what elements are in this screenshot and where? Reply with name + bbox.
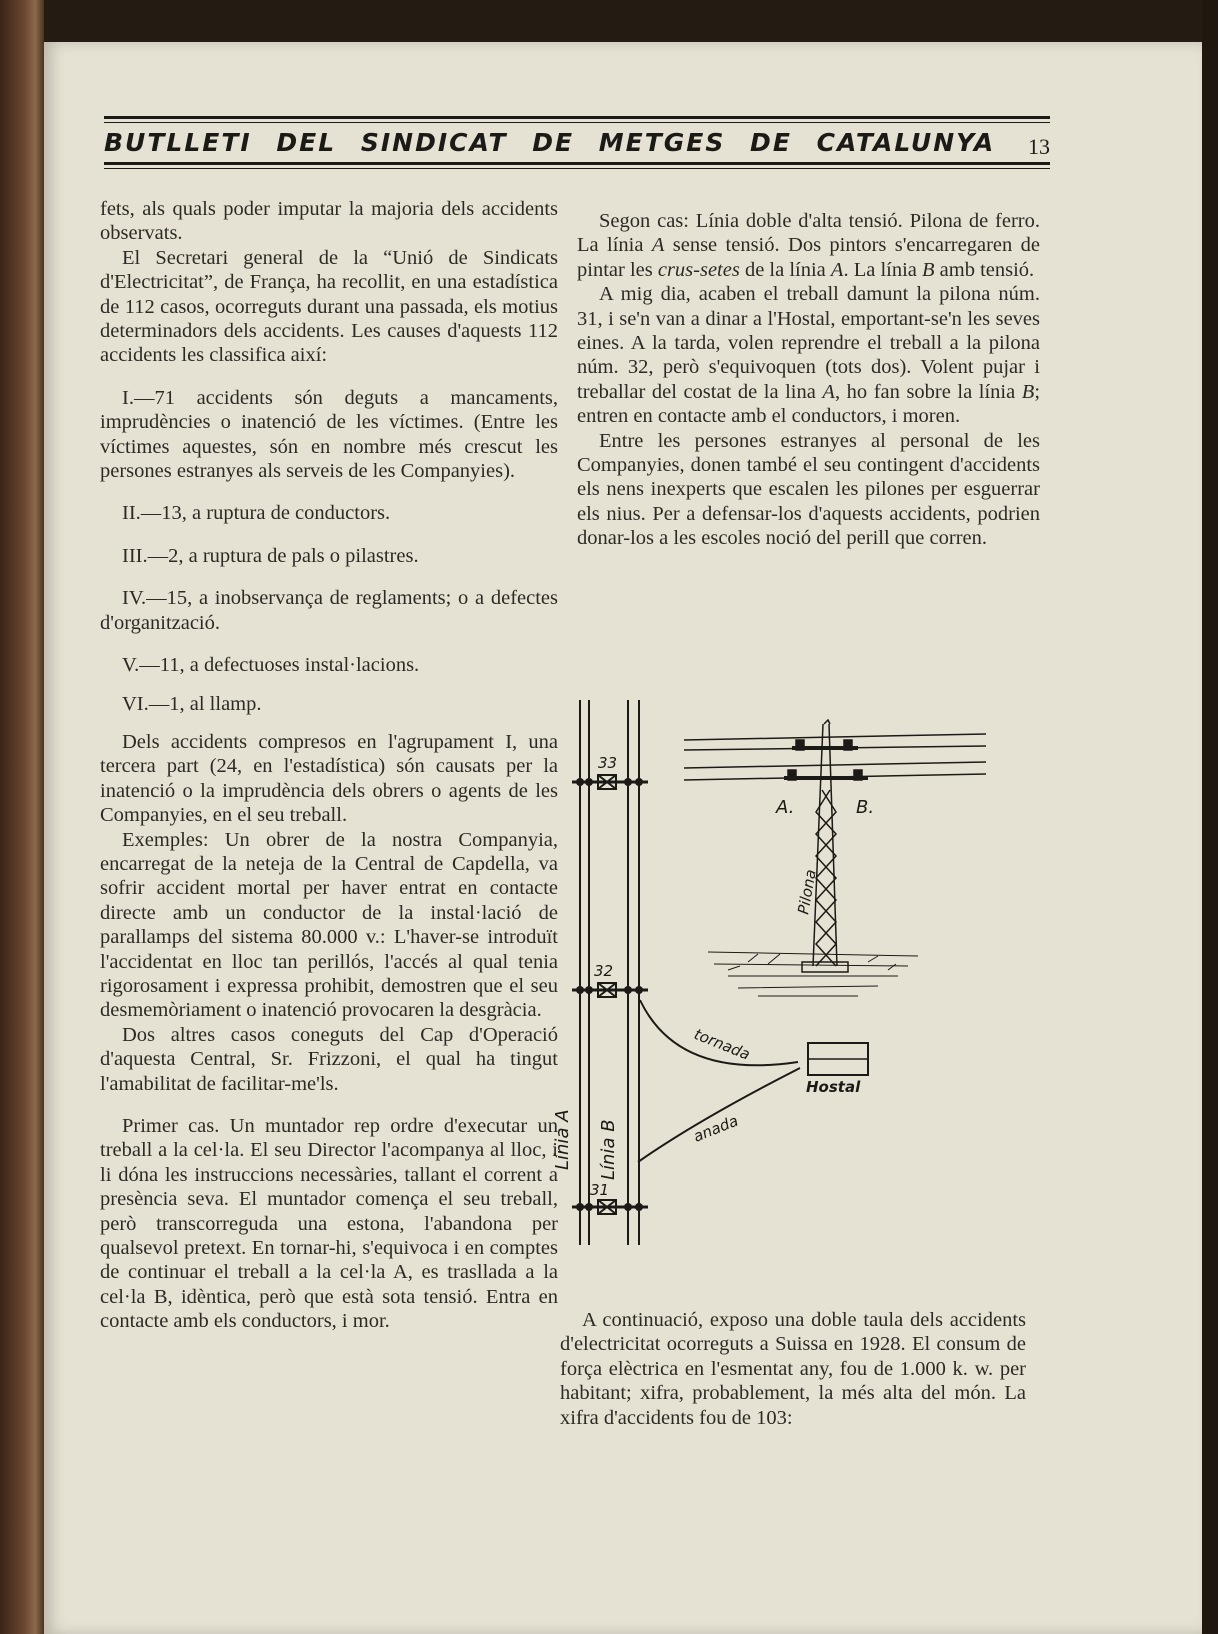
line-ref: A <box>822 380 835 403</box>
hostal-label: Hostal <box>806 1078 861 1096</box>
list-item: I.—71 accidents són deguts a mancaments, imprudències o inatenció de les víctimes. (Entre les víctimes aquestes, són en nombre més crescut les persones estranyes als serveis de les Companyies). <box>100 386 558 483</box>
anada-label: anada <box>690 1111 741 1146</box>
list-item: V.—11, a defectuoses instal·lacions. <box>122 654 420 677</box>
journal-title: BUTLLETI DEL SINDICAT DE METGES DE CATALUNYA <box>104 128 996 157</box>
list-item: III.—2, a ruptura de pals o pilastres. <box>122 544 419 567</box>
header-rule <box>104 162 1050 165</box>
line-ref: A <box>651 234 665 257</box>
book-spine <box>0 0 44 1634</box>
pylon-32-label: 32 <box>594 962 614 980</box>
line-ref: B <box>1021 380 1035 403</box>
header-rule <box>104 122 1050 123</box>
pylon-drawing <box>684 720 986 996</box>
text-run: amb tensió. <box>934 258 1035 281</box>
paragraph: Entre les persones estranyes al personal de les Companyies, donen també el seu contingent d'accidents els nens inexperts que escalen les pilones per esguerrar els nius. Per a defensar-los d'aquests accidents, podrien donar-los a les escoles noció del perill que corren. <box>577 429 1040 550</box>
header-rule <box>104 168 1050 169</box>
paragraph: A continuació, exposo una doble taula dels accidents d'electricitat ocorreguts a Suissa en 1928. El consum de força elèctrica en l'esmentat any, fou de 1.000 k. w. per habitant; xifra, probablement, la més alta del món. La xifra d'accidents fou de 103: <box>560 1309 1026 1429</box>
pylon-31-label: 31 <box>590 1181 610 1199</box>
right-column <box>577 209 1040 551</box>
paragraph <box>577 282 1040 428</box>
header-rule <box>104 116 1050 119</box>
list-item: IV.—15, a inobservança de reglaments; o a defectes d'organització. <box>100 587 558 634</box>
italic-term: crus-setes <box>657 258 740 281</box>
running-header <box>104 112 1050 174</box>
text-run: . La línia <box>843 258 923 281</box>
line-b-label: Línia B <box>598 1119 619 1180</box>
list-item: II.—13, a ruptura de conductors. <box>122 502 391 525</box>
pylon-caption: Pilona <box>794 867 820 916</box>
scan-top-edge <box>44 0 1218 42</box>
paragraph: Primer cas. Un muntador rep ordre d'executar un treball a la cel·la. El seu Director l'acompanya al lloc, i li dóna les instruccions necessàries, tallant el corrent a presència seva. El muntador comença el seu treball, però transcorreguda una estona, l'abandona per qualsevol pretext. En tornar-hi, s'equivoca i en comptes de continuar el treball a la cel·la A, es trasllada a la cel·la B, idèntica, però que està sota tensió. Entra en contacte amb els conductors, i mor. <box>100 1115 558 1333</box>
pylon-33-label: 33 <box>598 754 618 772</box>
scan-right-edge <box>1202 0 1218 1634</box>
outbound-path <box>638 1068 800 1162</box>
pylon-label-b: B. <box>856 797 875 818</box>
text-run: sense tensió. Dos pintors s'encarregaren de pintar les <box>577 234 1040 281</box>
text-run: Segon cas: Línia doble d'alta tensió. Pilona de ferro. La línia <box>577 210 1040 257</box>
text-run: A mig dia, acaben el treball damunt la pilona núm. 31, i se'n van a dinar a l'Hostal, emportant-se'n les seves eines. A la tarda, volen reprendre el treball a la pilona núm. 32, però s'equivoquen (tots dos). Volent pujar i treballar del costat de la lina <box>577 283 1040 403</box>
paragraph: fets, als quals poder imputar la majoria dels accidents observats. <box>100 198 558 245</box>
paragraph: Dos altres casos coneguts del Cap d'Operació d'aquesta Central, Sr. Frizzoni, el qual ha tingut l'amabilitat de facilitar-me'ls. <box>100 1023 558 1095</box>
paragraph: Exemples: Un obrer de la nostra Companyia, encarregat de la neteja de la Central de Capdella, va sofrir accident mortal per haver entrat en contacte directe amb un conductor de la instal·lació de parallamps del sistema 80.000 v.: L'haver-se introduït l'accidentat en lloc tan perillós, l'accés al qual tenia rigorosament i expressa prohibit, demostren que el seu desmemòriament o inatenció provocaren la desgràcia. <box>100 828 558 1022</box>
pylon-label-a: A. <box>776 797 795 818</box>
paragraph: El Secretari general de la “Unió de Sindicats d'Electricitat”, de França, ha recollit, en una estadística de 112 casos, ocorreguts durant una passada, els motius determinadors dels accidents. Les causes d'aquests 112 accidents les classifica així: <box>100 246 558 367</box>
power-line-diagram <box>552 700 1028 1250</box>
page-number: 13 <box>1028 134 1050 159</box>
paragraph <box>577 209 1040 282</box>
text-run: ; entren en contacte amb el conductors, i moren. <box>577 380 1041 428</box>
line-ref: B <box>922 258 935 281</box>
bottom-paragraph <box>560 1308 1026 1430</box>
text-run: , ho fan sobre la línia <box>834 380 1022 403</box>
text-run: de la línia <box>739 258 831 281</box>
line-a-label: Línia A <box>552 1109 573 1170</box>
list-item: VI.—1, al llamp. <box>122 692 262 715</box>
paragraph: Dels accidents compresos en l'agrupament I, una tercera part (24, en l'estadística) són causats per la inatenció o la imprudència dels obrers o agents de les Companyies, en el seu treball. <box>100 730 558 827</box>
line-ref: A <box>830 258 844 281</box>
left-column <box>100 197 558 1334</box>
tornada-label: tornada <box>691 1025 753 1064</box>
